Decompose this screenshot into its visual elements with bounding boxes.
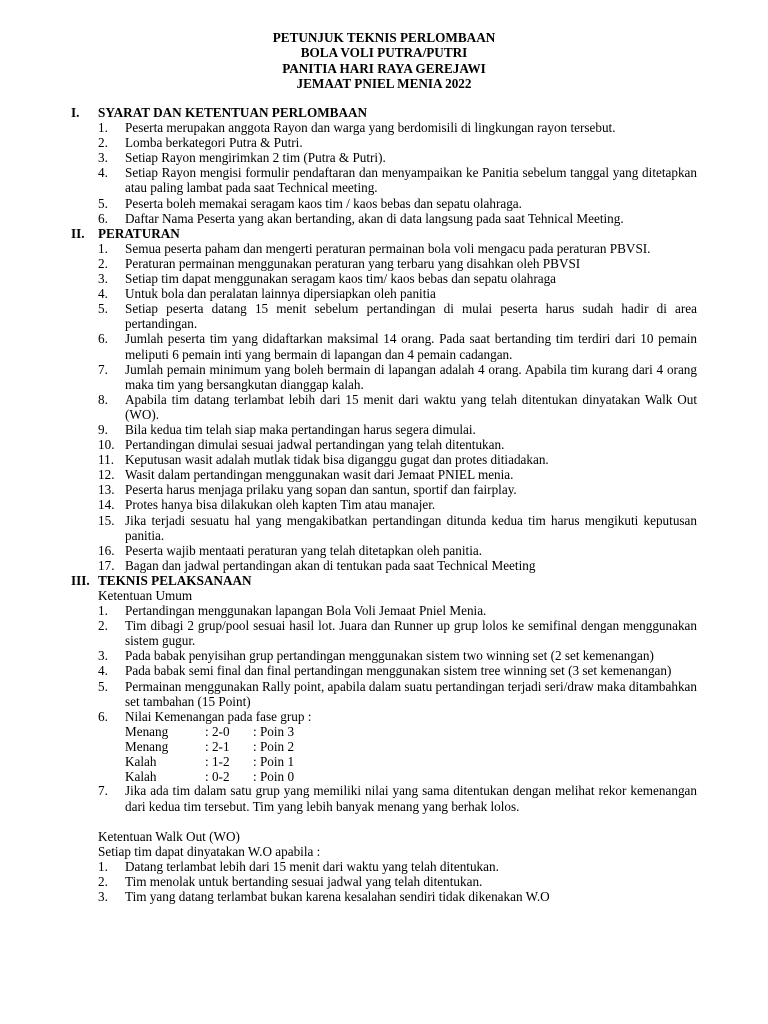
list-item <box>98 165 697 195</box>
item-number: 13. <box>98 482 115 498</box>
item-number: 11. <box>98 452 114 468</box>
item-text: Bila kedua tim telah siap maka pertandingan harus segera dimulai. <box>125 421 476 437</box>
score-points: : Poin 3 <box>253 723 295 739</box>
score-value: : 0-2 <box>205 768 230 784</box>
list-item <box>98 331 697 361</box>
item-number: 3. <box>98 648 108 664</box>
list-item <box>98 513 697 543</box>
list-item <box>98 196 697 211</box>
item-text: Protes hanya bisa dilakukan oleh kapten Tim atau manajer. <box>125 497 436 513</box>
list-item <box>98 618 697 648</box>
list-item <box>98 679 697 709</box>
item-number: 9. <box>98 421 108 437</box>
item-number: 14. <box>98 497 115 513</box>
item-text: Wasit dalam pertandingan menggunakan wasit dari Jemaat PNIEL menia. <box>125 467 514 483</box>
item-text: Nilai Kemenangan pada fase grup : <box>125 708 312 724</box>
item-number: 1. <box>98 603 108 619</box>
section1-list <box>71 120 697 226</box>
ketentuan-umum-list <box>71 603 697 724</box>
item-number: 6. <box>98 708 108 724</box>
item-text: Tim dibagi 2 grup/pool sesuai hasil lot. Juara dan Runner up grup lolos ke semifinal dengan menggunakan sistem gugur. <box>125 618 697 649</box>
item-text: Datang terlambat lebih dari 15 menit dari waktu yang telah ditentukan. <box>125 858 499 874</box>
item-text: Setiap Rayon mengirimkan 2 tim (Putra & Putri). <box>125 150 386 166</box>
item-number: 2. <box>98 618 108 634</box>
item-number: 4. <box>98 663 108 679</box>
item-text: Jumlah pemain minimum yang boleh bermain di lapangan adalah 4 orang. Apabila tim kurang dari 4 orang maka tim yang bersangkutan dianggap kalah. <box>125 361 697 392</box>
item-text: Bagan dan jadwal pertandingan akan di tentukan pada saat Technical Meeting <box>125 557 536 573</box>
list-item <box>98 889 697 904</box>
item-text: Keputusan wasit adalah mutlak tidak bisa diganggu gugat dan protes ditiadakan. <box>125 452 549 468</box>
list-item <box>98 874 697 889</box>
section-heading <box>71 105 697 120</box>
title-line: JEMAAT PNIEL MENIA 2022 <box>296 76 472 92</box>
score-value: : 1-2 <box>205 753 230 769</box>
list-item <box>98 452 697 467</box>
item-number: 7. <box>98 783 108 799</box>
score-row <box>98 739 697 754</box>
subsection-intro: Setiap tim dapat dinyatakan W.O apabila : <box>98 843 321 859</box>
item-text: Apabila tim datang terlambat lebih dari 15 menit dari waktu yang telah ditentukan dinyatakan Walk Out (WO). <box>125 391 697 422</box>
subsection-heading: Ketentuan Walk Out (WO) <box>98 828 240 844</box>
item-number: 2. <box>98 873 108 889</box>
item-text: Pertandingan dimulai sesuai jadwal pertandingan yang telah ditentukan. <box>125 437 505 453</box>
item-number: 6. <box>98 210 108 226</box>
section-title: SYARAT DAN KETENTUAN PERLOMBAAN <box>98 105 368 120</box>
document-title <box>0 30 768 92</box>
section2-list <box>71 241 697 573</box>
section-title: TEKNIS PELAKSANAAN <box>98 572 252 588</box>
item-text: Tim menolak untuk bertanding sesuai jadwal yang telah ditentukan. <box>125 873 483 889</box>
item-number: 4. <box>98 286 108 302</box>
list-item <box>98 135 697 150</box>
score-table <box>71 724 697 784</box>
item-text: Peserta wajib mentaati peraturan yang telah ditetapkan oleh panitia. <box>125 542 483 558</box>
score-result: Kalah <box>125 768 157 784</box>
score-value: : 2-1 <box>205 738 230 754</box>
item-text: Peserta merupakan anggota Rayon dan warga yang berdomisili di lingkungan rayon tersebut. <box>125 120 616 136</box>
list-item <box>98 482 697 497</box>
item-number: 1. <box>98 858 108 874</box>
item-number: 16. <box>98 542 115 558</box>
list-item <box>98 497 697 512</box>
item-number: 5. <box>98 195 108 211</box>
list-item <box>98 422 697 437</box>
section-heading <box>71 226 697 241</box>
item-text: Pada babak penyisihan grup pertandingan menggunakan sistem two winning set (2 set kemenangan) <box>125 648 654 664</box>
item-number: 3. <box>98 271 108 287</box>
list-item <box>98 648 697 663</box>
title-line: PANITIA HARI RAYA GEREJAWI <box>282 60 486 76</box>
list-item <box>98 663 697 678</box>
list-item <box>98 241 697 256</box>
score-result: Menang <box>125 738 169 754</box>
item-text: Peraturan permainan menggunakan peraturan yang terbaru yang disahkan oleh PBVSI <box>125 255 581 271</box>
list-item <box>98 467 697 482</box>
item-text: Setiap Rayon mengisi formulir pendaftaran dan menyampaikan ke Panitia sebelum tanggal yang ditetapkan atau paling lambat pada saat Technical meeting. <box>125 165 697 196</box>
list-item <box>98 437 697 452</box>
score-value: : 2-0 <box>205 723 230 739</box>
item-number: 5. <box>98 678 108 694</box>
list-item <box>98 859 697 874</box>
item-text: Jumlah peserta tim yang didaftarkan maksimal 14 orang. Pada saat bertanding tim terdiri dari 10 pemain meliputi 6 pemain inti yang bermain di lapangan dan 4 pemain cadangan. <box>125 331 697 362</box>
score-row <box>98 769 697 784</box>
item-text: Daftar Nama Peserta yang akan bertanding, akan di data langsung pada saat Tehnical Meeting. <box>125 210 624 226</box>
score-points: : Poin 2 <box>253 738 295 754</box>
item-text: Jika ada tim dalam satu grup yang memiliki nilai yang sama ditentukan dengan melihat rekor kemenangan dari kedua tim tersebut. Tim yang lebih banyak menang yang berhak lolos. <box>125 783 697 814</box>
list-item <box>98 120 697 135</box>
item-text: Permainan menggunakan Rally point, apabila dalam suatu pertandingan terjadi seri/draw maka ditambahkan set tambahan (15 Point) <box>125 678 698 709</box>
item-number: 3. <box>98 150 108 166</box>
item-number: 17. <box>98 557 115 573</box>
list-item <box>98 301 697 331</box>
item-text: Semua peserta paham dan mengerti peraturan permainan bola voli mengacu pada peraturan PBVSI. <box>125 240 651 256</box>
item-text: Peserta boleh memakai seragam kaos tim / kaos bebas dan sepatu olahraga. <box>125 195 522 211</box>
item-number: 7. <box>98 361 108 377</box>
list-item <box>98 709 697 724</box>
item-text: Tim yang datang terlambat bukan karena kesalahan sendiri tidak dikenakan W.O <box>125 889 550 905</box>
item-number: 1. <box>98 240 108 256</box>
section-number: II. <box>71 225 85 241</box>
item-number: 10. <box>98 437 115 453</box>
item-text: Peserta harus menjaga prilaku yang sopan dan santun, sportif dan fairplay. <box>125 482 517 498</box>
list-item <box>98 256 697 271</box>
list-item <box>98 558 697 573</box>
section-heading <box>71 573 697 588</box>
score-result: Menang <box>125 723 169 739</box>
item-number: 8. <box>98 391 108 407</box>
document-body <box>71 105 697 904</box>
item-text: Jika terjadi sesuatu hal yang mengakibatkan pertandingan ditunda kedua tim harus mengikuti keputusan panitia. <box>125 512 697 543</box>
item-number: 6. <box>98 331 108 347</box>
item-number: 1. <box>98 120 108 136</box>
list-item <box>98 603 697 618</box>
list-item <box>98 392 697 422</box>
item-number: 2. <box>98 135 108 151</box>
item-text: Pada babak semi final dan final pertandingan menggunakan sistem tree winning set (3 set kemenangan) <box>125 663 672 679</box>
score-points: : Poin 1 <box>253 753 295 769</box>
item-text: Lomba berkategori Putra & Putri. <box>125 135 303 151</box>
item-number: 5. <box>98 301 108 317</box>
item-text: Setiap tim dapat menggunakan seragam kaos tim/ kaos bebas dan sepatu olahraga <box>125 271 557 287</box>
score-row <box>98 754 697 769</box>
subsection-heading: Ketentuan Umum <box>98 588 193 603</box>
score-points: : Poin 0 <box>253 768 295 784</box>
list-item <box>98 783 697 813</box>
section-number: I. <box>71 105 80 120</box>
list-item <box>98 271 697 286</box>
score-row <box>98 724 697 739</box>
item-number: 4. <box>98 165 108 181</box>
list-item <box>98 543 697 558</box>
spacer <box>71 814 697 829</box>
list-item <box>98 150 697 165</box>
item-number: 12. <box>98 467 115 483</box>
section-title: PERATURAN <box>98 225 180 241</box>
item-text: Untuk bola dan peralatan lainnya dipersiapkan oleh panitia <box>125 286 436 302</box>
list-item <box>98 362 697 392</box>
section-number: III. <box>71 572 90 588</box>
item-text: Pertandingan menggunakan lapangan Bola Voli Jemaat Pniel Menia. <box>125 603 487 619</box>
list-item <box>98 286 697 301</box>
score-result: Kalah <box>125 753 157 769</box>
item-number: 3. <box>98 889 108 905</box>
title-line: PETUNJUK TEKNIS PERLOMBAAN <box>272 30 496 45</box>
list-item <box>98 211 697 226</box>
item-number: 15. <box>98 512 115 528</box>
title-line: BOLA VOLI PUTRA/PUTRI <box>300 45 468 61</box>
item-text: Setiap peserta datang 15 menit sebelum pertandingan di mulai peserta harus sudah hadir di area pertandingan. <box>125 301 697 332</box>
ketentuan-umum-list-cont <box>71 783 697 813</box>
item-number: 2. <box>98 255 108 271</box>
walk-out-list <box>71 859 697 904</box>
